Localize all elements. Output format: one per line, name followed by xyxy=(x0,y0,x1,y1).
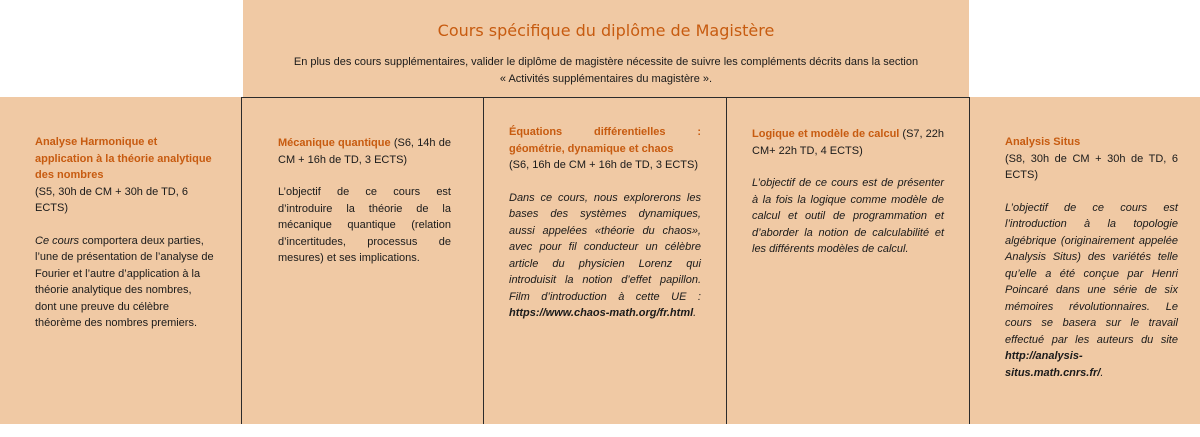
description-lead: Ce cours xyxy=(35,234,80,247)
description-body: L’objectif de ce cours est l’introduction à la topologie algébrique (originairement appelée Analysis Situs) des variétés telle qu’elle a été conçue par Henri Poincaré dans une série de six mémoires révolutionnaires. Le cours se basera sur le travail effectué par les auteurs du site xyxy=(1005,201,1178,346)
course-description xyxy=(1005,200,1178,382)
course-heading xyxy=(278,135,451,168)
course-meta: (S7, 22h CM+ 22h TD, 4 ECTS) xyxy=(752,128,944,157)
course-heading xyxy=(752,126,944,159)
section-title: Cours spécifique du diplôme de Magistère xyxy=(437,21,775,40)
course-description xyxy=(509,190,701,322)
course-title: Analyse Harmonique et application à la théorie analytique des nombres xyxy=(35,136,212,181)
link-tail: . xyxy=(693,307,697,319)
course-card-analysis-situs xyxy=(970,97,1200,424)
description-body: comportera deux parties, l’une de présentation de l’analyse de Fourier et l’autre d’application à la théorie analytique des nombres, dont une preuve du célèbre théorème des nombres premiers. xyxy=(35,234,214,329)
course-description: L’objectif de ce cours est de présenter à la fois la logique comme modèle de calcul et outil de programmation et d’aborder la notion de calculabilité et les différents modèles de calcul. xyxy=(752,177,944,255)
course-link[interactable]: http://analysis-situs.math.cnrs.fr/ xyxy=(1005,350,1101,379)
description-body: Dans ce cours, nous explorerons les bases des systèmes dynamiques, aussi appelées «théorie du chaos», avec pour fil conducteur un célèbre article du physicien Lorenz qui introduisit la notion d’effet papillon. Film d’introduction à cette UE : xyxy=(509,191,701,303)
courses-row xyxy=(0,97,1200,424)
course-title: Logique et modèle de calcul xyxy=(752,128,900,140)
link-tail: . xyxy=(1100,366,1104,379)
course-meta: (S6, 14h de CM + 16h de TD, 3 ECTS) xyxy=(278,137,451,166)
course-description: L’objectif de ce cours est d’introduire la théorie de la mécanique quantique (relation d’incertitudes, processus de mesures) et ses implications. xyxy=(278,186,451,264)
course-title: Analysis Situs xyxy=(1005,136,1081,148)
course-meta: (S5, 30h de CM + 30h de TD, 6 ECTS) xyxy=(35,185,188,214)
course-meta: (S8, 30h de CM + 30h de TD, 6 ECTS) xyxy=(1005,152,1178,181)
description-line-1: En plus des cours supplémentaires, valider le diplôme de magistère nécessite de suivre les compléments décrits dans la section xyxy=(293,56,919,68)
course-card-logique xyxy=(727,97,970,424)
course-title: Équations différentielles : géométrie, dynamique et chaos xyxy=(509,126,701,155)
course-card-analyse-harmonique xyxy=(0,97,242,424)
course-meta: (S6, 16h de CM + 16h de TD, 3 ECTS) xyxy=(509,159,699,171)
course-title: Mécanique quantique xyxy=(278,137,391,149)
section-header xyxy=(243,0,969,97)
course-card-equations-differentielles xyxy=(484,97,727,424)
course-card-mecanique-quantique xyxy=(241,97,484,424)
course-description xyxy=(35,233,214,332)
course-link[interactable]: https://www.chaos-math.org/fr.html xyxy=(509,307,694,319)
description-line-2: « Activités supplémentaires du magistère ». xyxy=(499,73,713,85)
section-description xyxy=(243,54,969,88)
